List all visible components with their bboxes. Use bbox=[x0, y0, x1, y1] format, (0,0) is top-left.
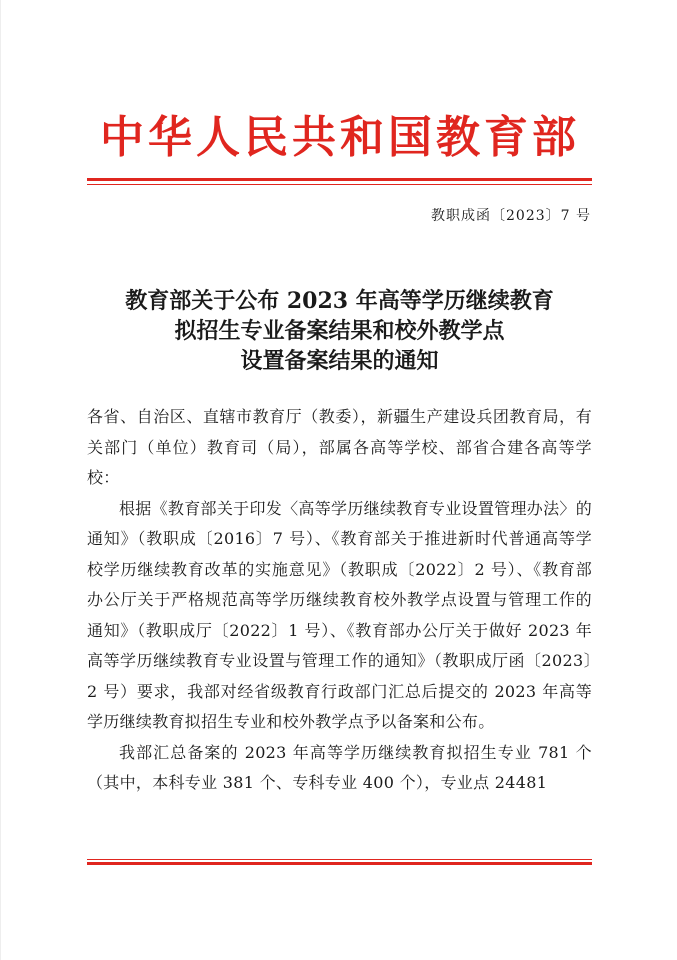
title-line-1: 教育部关于公布 2023 年高等学历继续教育 bbox=[125, 288, 554, 314]
document-body bbox=[87, 402, 592, 799]
masthead-rule-thin bbox=[87, 184, 592, 185]
footer-rule-thin bbox=[87, 859, 592, 860]
masthead-title: 中华人民共和国教育部 bbox=[100, 112, 580, 163]
document-number: 教职成函〔2023〕7 号 bbox=[431, 208, 591, 224]
footer-rule-thick bbox=[87, 862, 592, 865]
addressee-paragraph: 各省、自治区、直辖市教育厅（教委），新疆生产建设兵团教育局，有关部门（单位）教育司（局），部属各高等学校、部省合建各高等学校： bbox=[87, 407, 592, 487]
masthead-rule-thick bbox=[87, 178, 592, 181]
body-paragraph-2: 我部汇总备案的 2023 年高等学历继续教育拟招生专业 781 个（其中，本科专业 381 个、专科专业 400 个），专业点 24481 bbox=[87, 742, 592, 792]
document-title bbox=[87, 286, 592, 376]
body-paragraph-1: 根据《教育部关于印发〈高等学历继续教育专业设置管理办法〉的通知》（教职成〔2016〕7 号）、《教育部关于推进新时代普通高等学校学历继续教育改革的实施意见》（教职成〔2022〕2 号）、《教育部办公厅关于严格规范高等学历继续教育校外教学点设置与管理工作的通知》（教职成厅〔2022〕1 号）、《教育部办公厅关于做好 2023 年高等学历继续教育专业设置与管理工作的通知》（教职成厅函〔2023〕2 号）要求，我部对经省级教育行政部门汇总后提交的 2023 年高等学历继续教育拟招生专业和校外教学点予以备案和公布。 bbox=[87, 498, 592, 731]
title-line-3: 设置备案结果的通知 bbox=[240, 348, 439, 374]
title-line-2: 拟招生专业备案结果和校外教学点 bbox=[174, 318, 505, 344]
